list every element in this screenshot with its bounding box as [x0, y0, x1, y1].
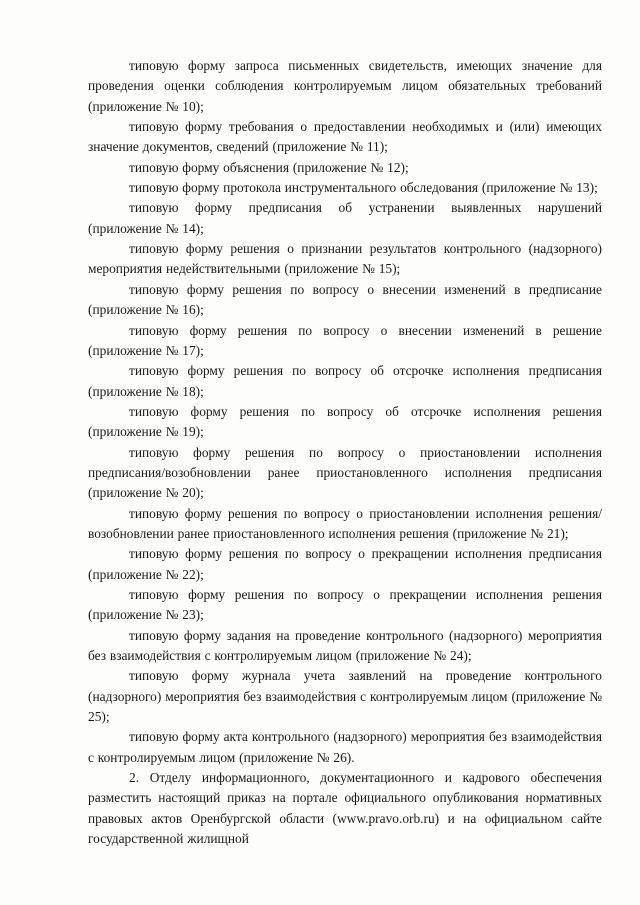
paragraph-appendix-22: типовую форму решения по вопросу о прекращении исполнения предписания (приложение № 22); — [88, 546, 602, 582]
paragraph-appendix-20: типовую форму решения по вопросу о приостановлении исполнения предписания/возобновлении ранее приостановленного исполнения предписания (приложение № 20); — [88, 444, 602, 501]
paragraph-appendix-12: типовую форму объяснения (приложение № 12); — [129, 159, 409, 175]
paragraph-appendix-24: типовую форму задания на проведение контрольного (надзорного) мероприятия без взаимодействия с контролируемым лицом (приложение № 24); — [88, 627, 602, 663]
paragraph-appendix-26: типовую форму акта контрольного (надзорного) мероприятия без взаимодействия с контролируемым лицом (приложение № 26). — [88, 729, 602, 765]
paragraph-appendix-14: типовую форму предписания об устранении выявленных нарушений (приложение № 14); — [88, 200, 602, 236]
paragraph-appendix-17: типовую форму решения по вопросу о внесении изменений в решение (приложение № 17); — [88, 322, 602, 358]
paragraph-appendix-18: типовую форму решения по вопросу об отсрочке исполнения предписания (приложение № 18); — [88, 363, 602, 399]
paragraph-appendix-13: типовую форму протокола инструментального обследования (приложение № 13); — [129, 180, 598, 196]
paragraph-appendix-23: типовую форму решения по вопросу о прекращении исполнения решения (приложение № 23); — [88, 586, 602, 623]
paragraph-appendix-19: типовую форму решения по вопросу об отсрочке исполнения решения (приложение № 19); — [88, 403, 602, 440]
paragraph-appendix-11: типовую форму требования о предоставлении необходимых и (или) имеющих значение документов, сведений (приложение № 11); — [88, 118, 602, 155]
paragraph-item-2: 2. Отделу информационного, документационного и кадрового обеспечения разместить настоящий приказ на портале официального опубликования нормативных правовых актов Оренбургской области (www.pravo.orb.ru) и на официальном сайте государственной жилищной — [88, 769, 602, 846]
document-body — [88, 56, 602, 849]
paragraph-appendix-21: типовую форму решения по вопросу о приостановлении исполнения решения/возобновлении ранее приостановленного исполнения решения (приложение № 21); — [88, 505, 602, 541]
paragraph-appendix-25: типовую форму журнала учета заявлений на проведение контрольного (надзорного) мероприятия без взаимодействия с контролируемым лицом (приложение № 25); — [88, 668, 602, 724]
paragraph-appendix-15: типовую форму решения о признании результатов контрольного (надзорного) мероприятия недействительными (приложение № 15); — [88, 241, 602, 277]
paragraph-appendix-10: типовую форму запроса письменных свидетельств, имеющих значение для проведения оценки соблюдения контролируемым лицом обязательных требований (приложение № 10); — [88, 58, 602, 114]
paragraph-appendix-16: типовую форму решения по вопросу о внесении изменений в предписание (приложение № 16); — [88, 281, 602, 318]
